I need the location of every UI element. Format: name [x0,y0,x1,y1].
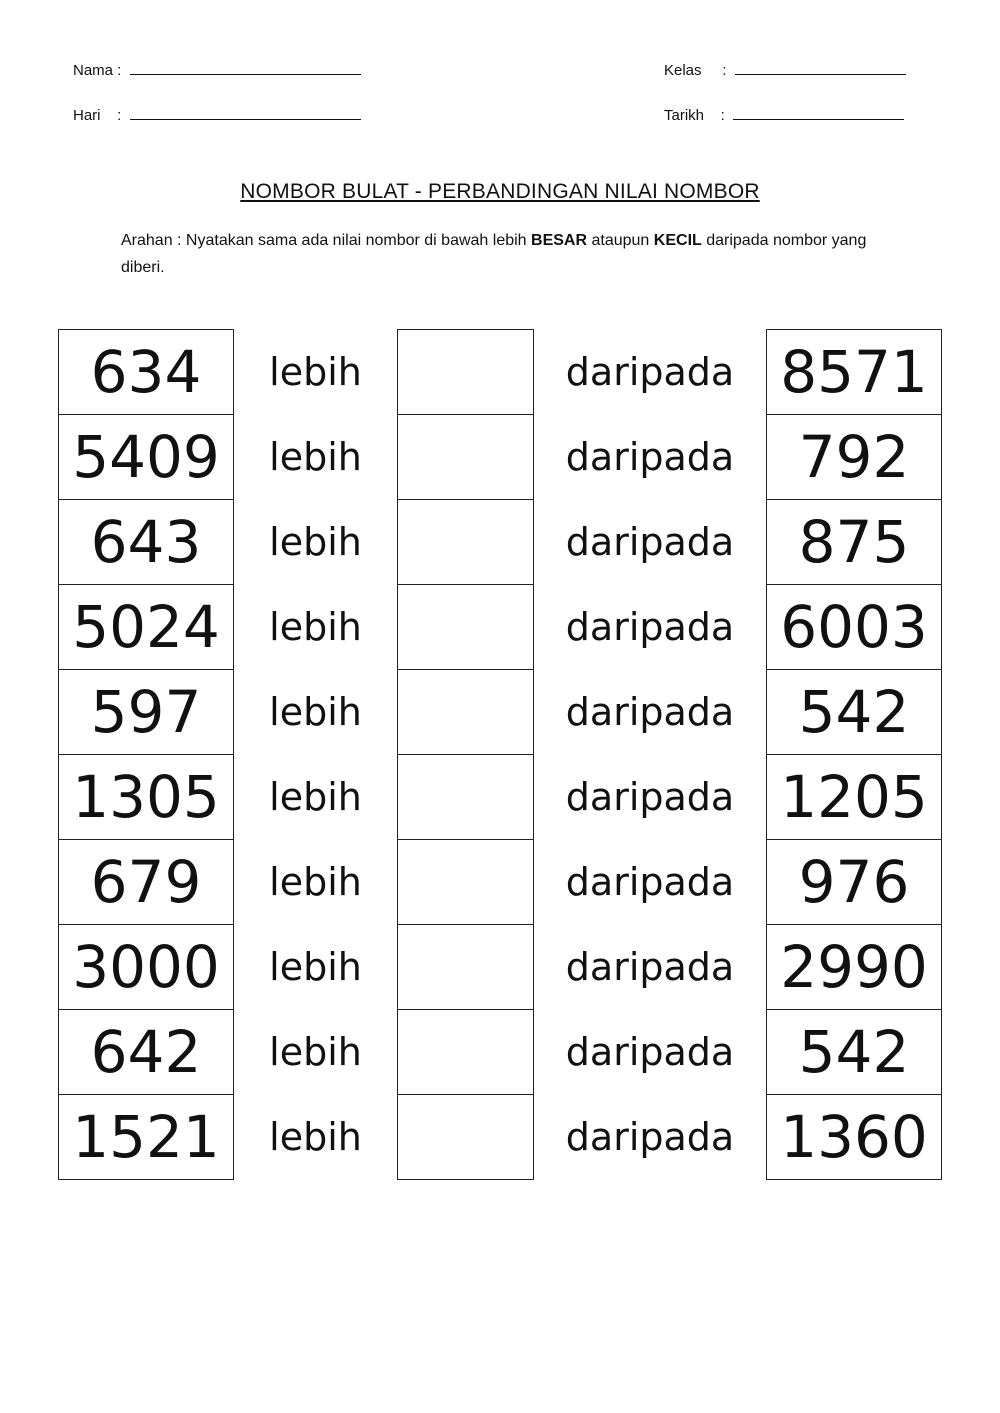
instruction-bold-besar: BESAR [531,232,588,249]
comparison-row [59,925,942,1010]
comparison-row [59,330,942,415]
connector-daripada: daripada [565,775,735,819]
connector-lebih: lebih [269,860,362,904]
answer-box[interactable] [398,840,534,925]
instruction-part3: daripada nombor yang diberi. [121,232,867,276]
right-number: 976 [767,840,942,925]
left-number: 5024 [59,585,234,670]
hari-field [73,107,361,124]
right-number: 875 [767,500,942,585]
comparison-row [59,585,942,670]
instruction-bold-kecil: KECIL [653,232,702,249]
connector-lebih: lebih [269,1115,362,1159]
connector-daripada: daripada [565,350,735,394]
comparison-row [59,1095,942,1180]
hari-blank[interactable] [130,118,361,120]
answer-box[interactable] [398,670,534,755]
left-number: 679 [59,840,234,925]
right-number: 792 [767,415,942,500]
connector-lebih: lebih [269,520,362,564]
kelas-label: Kelas : [664,62,727,79]
connector-daripada: daripada [565,860,735,904]
connector-lebih: lebih [269,690,362,734]
connector-daripada: daripada [565,605,735,649]
comparison-row [59,670,942,755]
answer-box[interactable] [398,585,534,670]
right-number: 2990 [767,925,942,1010]
nama-label: Nama : [73,62,122,79]
answer-box[interactable] [398,755,534,840]
right-number: 542 [767,670,942,755]
right-number: 8571 [767,330,942,415]
tarikh-blank[interactable] [733,118,904,120]
instruction-part1: Arahan : Nyatakan sama ada nilai nombor di bawah lebih [121,232,532,249]
comparison-row [59,500,942,585]
right-number: 1360 [767,1095,942,1180]
nama-blank[interactable] [130,73,361,75]
hari-label: Hari : [73,107,122,124]
connector-lebih: lebih [269,435,362,479]
kelas-blank[interactable] [735,73,906,75]
connector-lebih: lebih [269,775,362,819]
tarikh-field [664,107,904,124]
answer-box[interactable] [398,415,534,500]
kelas-field [664,62,906,79]
right-number: 542 [767,1010,942,1095]
connector-daripada: daripada [565,435,735,479]
answer-box[interactable] [398,925,534,1010]
answer-box[interactable] [398,1010,534,1095]
left-number: 1521 [59,1095,234,1180]
nama-field [73,62,361,79]
instruction-part2: ataupun [587,232,654,249]
left-number: 5409 [59,415,234,500]
comparison-row [59,415,942,500]
left-number: 597 [59,670,234,755]
left-number: 634 [59,330,234,415]
connector-daripada: daripada [565,520,735,564]
answer-box[interactable] [398,330,534,415]
right-number: 6003 [767,585,942,670]
connector-lebih: lebih [269,945,362,989]
connector-daripada: daripada [565,690,735,734]
connector-daripada: daripada [565,1115,735,1159]
answer-box[interactable] [398,1095,534,1180]
left-number: 642 [59,1010,234,1095]
left-number: 1305 [59,755,234,840]
connector-lebih: lebih [269,1030,362,1074]
comparison-table [58,329,942,1180]
answer-box[interactable] [398,500,534,585]
connector-daripada: daripada [565,1030,735,1074]
comparison-row [59,1010,942,1095]
connector-lebih: lebih [269,350,362,394]
connector-daripada: daripada [565,945,735,989]
connector-lebih: lebih [269,605,362,649]
left-number: 643 [59,500,234,585]
instruction-text [121,227,881,281]
comparison-row [59,755,942,840]
page-title: NOMBOR BULAT - PERBANDINGAN NILAI NOMBOR [240,180,760,203]
right-number: 1205 [767,755,942,840]
left-number: 3000 [59,925,234,1010]
comparison-row [59,840,942,925]
tarikh-label: Tarikh : [664,107,725,124]
